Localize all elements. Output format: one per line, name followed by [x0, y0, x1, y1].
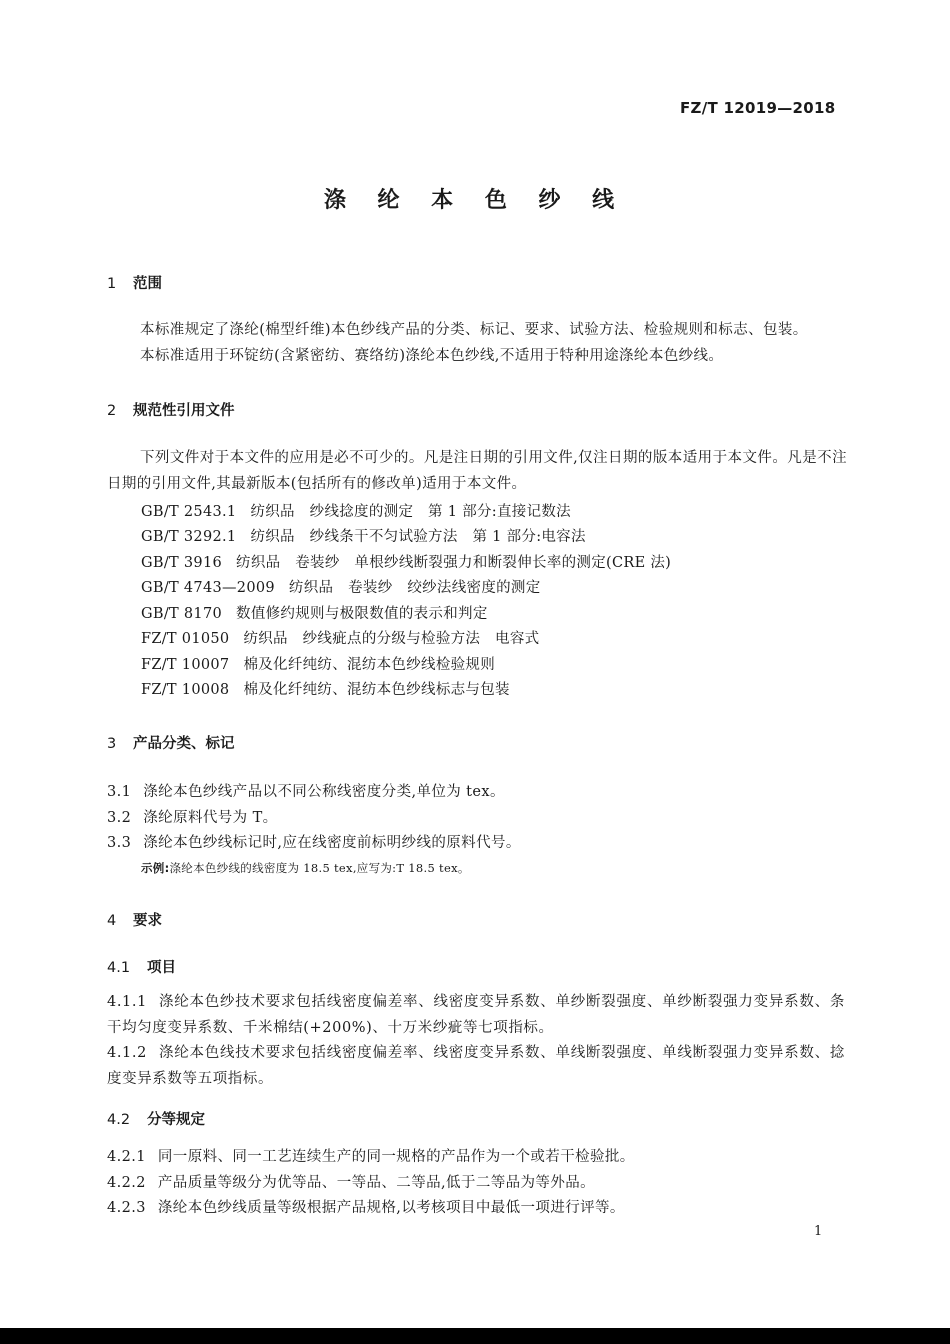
clause-text: 涤纶本色纱技术要求包括线密度偏差率、线密度变异系数、单纱断裂强度、单纱断裂强力变异系数、条干均匀度变异系数、千米棉结(+200%)、十万米纱疵等七项指标。 [107, 994, 845, 1036]
clause-item [107, 1041, 845, 1092]
reference-item [141, 551, 671, 572]
clause-number: 3.1 [107, 784, 132, 800]
example-note [141, 860, 470, 876]
reference-title: 纺织品 纱线条干不匀试验方法 第 1 部分:电容法 [250, 529, 586, 545]
reference-title: 纺织品 纱线捻度的测定 第 1 部分:直接记数法 [250, 504, 571, 520]
reference-code: GB/T 4743—2009 [141, 580, 275, 596]
reference-code: GB/T 8170 [141, 606, 223, 622]
clause-number: 4.2.2 [107, 1175, 146, 1191]
section-number: 3 [107, 736, 117, 752]
reference-code: GB/T 2543.1 [141, 504, 237, 520]
clause-text: 同一原料、同一工艺连续生产的同一规格的产品作为一个或若干检验批。 [157, 1149, 635, 1165]
clause-text: 涤纶原料代号为 T。 [143, 810, 278, 826]
clause-item [107, 806, 278, 827]
clause-item [107, 1145, 635, 1166]
section-title: 规范性引用文件 [133, 403, 235, 419]
section-title: 分等规定 [147, 1112, 205, 1128]
reference-item [141, 500, 571, 521]
section-number: 4 [107, 913, 117, 929]
clause-item [107, 1171, 595, 1192]
reference-title: 棉及化纤纯纺、混纺本色纱线检验规则 [243, 657, 496, 673]
clause-item [107, 1196, 625, 1217]
reference-code: GB/T 3916 [141, 555, 223, 571]
reference-code: FZ/T 10008 [141, 682, 230, 698]
section-title: 产品分类、标记 [133, 736, 235, 752]
clause-text: 涤纶本色纱线标记时,应在线密度前标明纱线的原料代号。 [143, 835, 521, 851]
section-number: 4.1 [107, 960, 131, 976]
reference-code: FZ/T 10007 [141, 657, 230, 673]
reference-item [141, 602, 488, 623]
bottom-border [0, 1328, 950, 1344]
clause-number: 4.2.1 [107, 1149, 146, 1165]
section-title: 项目 [147, 960, 176, 976]
reference-code: FZ/T 01050 [141, 631, 230, 647]
clause-number: 4.2.3 [107, 1200, 146, 1216]
clause-text: 涤纶本色纱线产品以不同公称线密度分类,单位为 tex。 [143, 784, 505, 800]
section-4-2-heading [107, 1108, 205, 1129]
clause-number: 4.1.1 [107, 994, 147, 1010]
reference-item [141, 653, 495, 674]
example-label: 示例: [141, 861, 170, 875]
section-4-heading [107, 909, 162, 930]
clause-item [107, 831, 521, 852]
example-text: 涤纶本色纱线的线密度为 18.5 tex,应写为:T 18.5 tex。 [169, 861, 470, 875]
reference-title: 棉及化纤纯纺、混纺本色纱线标志与包装 [243, 682, 510, 698]
clause-number: 3.3 [107, 835, 132, 851]
section-number: 4.2 [107, 1112, 131, 1128]
section-1-heading [107, 272, 162, 293]
clause-number: 3.2 [107, 810, 132, 826]
reference-title: 纺织品 卷装纱 单根纱线断裂强力和断裂伸长率的测定(CRE 法) [236, 555, 672, 571]
reference-item [141, 678, 510, 699]
reference-item [141, 627, 539, 648]
clause-item [107, 780, 505, 801]
clause-number: 4.1.2 [107, 1045, 147, 1061]
section-3-heading [107, 732, 235, 753]
document-title: 涤 纶 本 色 纱 线 [323, 188, 627, 213]
section-title: 要求 [133, 913, 162, 929]
clause-item [107, 990, 845, 1041]
section-number: 2 [107, 403, 117, 419]
scope-paragraph-1: 本标准规定了涤纶(棉型纤维)本色纱线产品的分类、标记、要求、试验方法、检验规则和标志、包装。 [140, 322, 808, 338]
section-4-1-heading [107, 956, 176, 977]
section-number: 1 [107, 276, 117, 292]
reference-item [141, 525, 586, 546]
reference-item [141, 576, 541, 597]
normative-intro: 下列文件对于本文件的应用是必不可少的。凡是注日期的引用文件,仅注日期的版本适用于本文件。凡是不注日期的引用文件,其最新版本(包括所有的修改单)适用于本文件。 [107, 450, 847, 492]
scope-paragraph-2: 本标准适用于环锭纺(含紧密纺、赛络纺)涤纶本色纱线,不适用于特种用途涤纶本色纱线。 [140, 348, 724, 364]
section-title: 范围 [133, 276, 162, 292]
clause-text: 产品质量等级分为优等品、一等品、二等品,低于二等品为等外品。 [157, 1175, 596, 1191]
reference-title: 纺织品 纱线疵点的分级与检验方法 电容式 [243, 631, 540, 647]
clause-text: 涤纶本色线技术要求包括线密度偏差率、线密度变异系数、单线断裂强度、单线断裂强力变异系数、捻度变异系数等五项指标。 [107, 1045, 845, 1087]
clause-text: 涤纶本色纱线质量等级根据产品规格,以考核项目中最低一项进行评等。 [157, 1200, 625, 1216]
reference-code: GB/T 3292.1 [141, 529, 237, 545]
reference-title: 纺织品 卷装纱 绞纱法线密度的测定 [288, 580, 541, 596]
section-2-heading [107, 399, 235, 420]
page-number: 1 [814, 1224, 823, 1239]
standard-number: FZ/T 12019—2018 [680, 99, 836, 117]
reference-title: 数值修约规则与极限数值的表示和判定 [236, 606, 488, 622]
